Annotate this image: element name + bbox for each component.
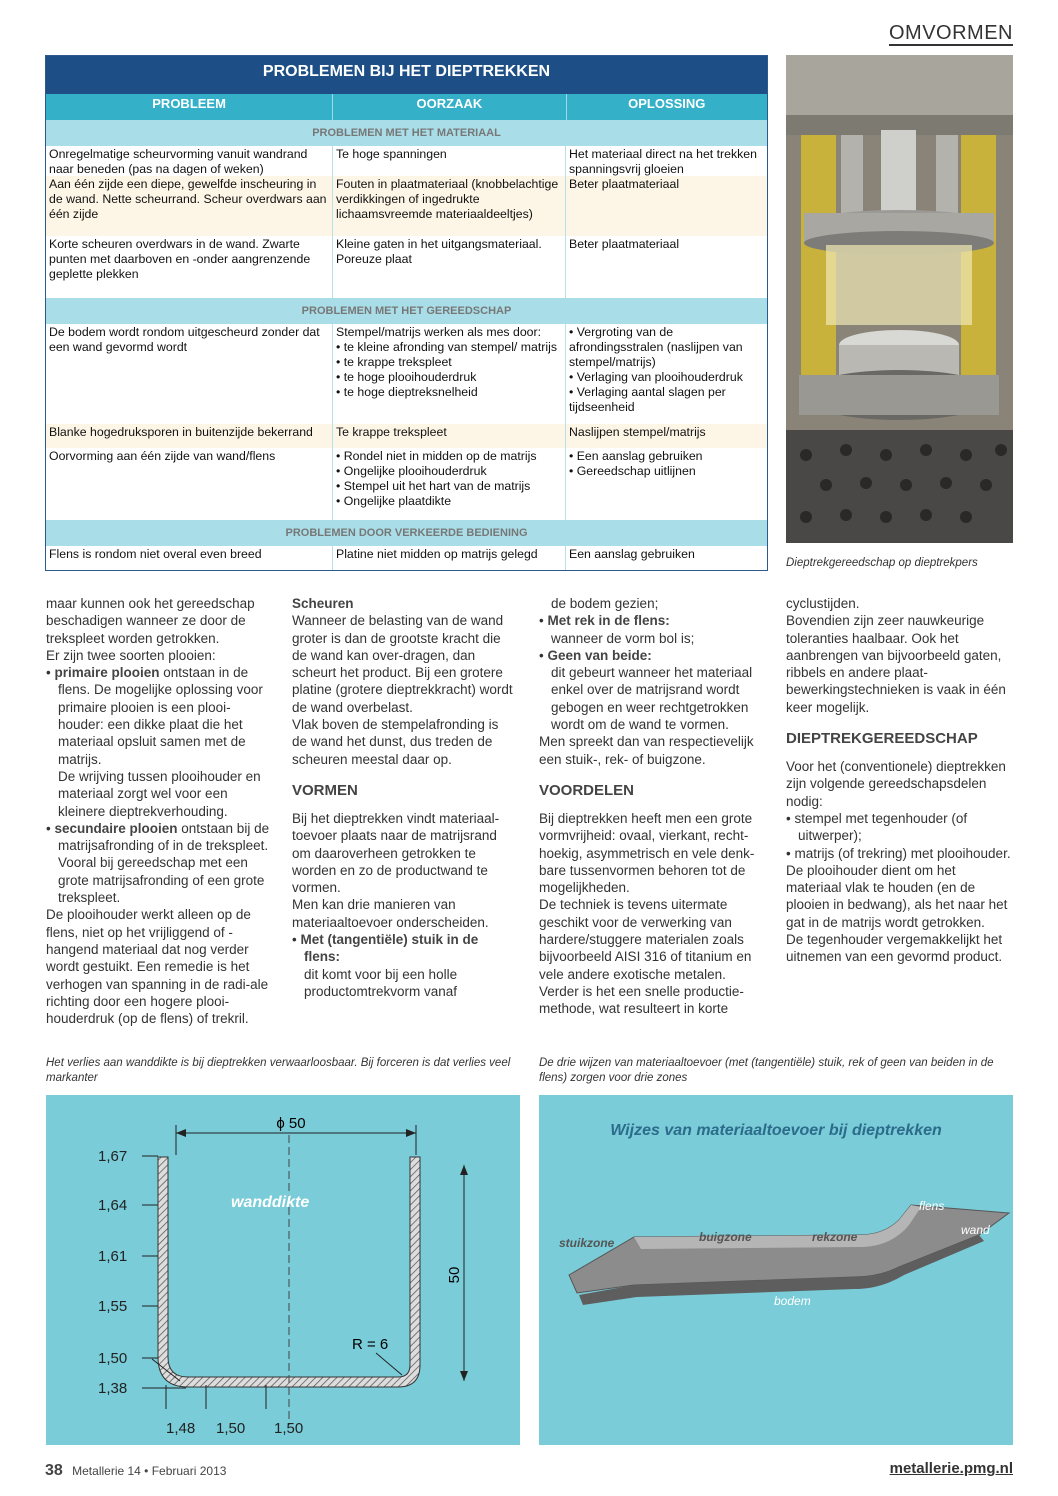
header-probleem: PROBLEEM — [46, 94, 333, 120]
paragraph: wanneer de vorm bol is; — [551, 630, 695, 646]
column-3 — [539, 595, 764, 1018]
label-stuikzone: stuikzone — [559, 1236, 615, 1250]
table-cell: Beter plaatmateriaal — [569, 237, 680, 251]
paragraph: Bij dieptrekken heeft men een grote vormvrijheid: ovaal, vierkant, recht-hoekig, asymmetrisch en vele denk-bare tussenvormen behoren tot de mogelijkheden. — [539, 810, 755, 896]
heading-voordelen: VOORDELEN — [539, 781, 635, 799]
paragraph: Men spreekt dan van respectievelijk een stuik-, rek- of buigzone. — [539, 734, 754, 767]
paragraph: De wrijving tussen plooihouder en materiaal zorgt wel voor een kleinere dieptrekverhouding. — [58, 768, 261, 819]
thickness-label: 1,67 — [98, 1148, 128, 1165]
table-row — [46, 236, 767, 298]
thickness-label: 1,55 — [98, 1298, 128, 1315]
bullet-item: • Geen van beide: — [539, 647, 652, 663]
press-photo — [786, 55, 1013, 543]
label-rekzone: rekzone — [812, 1230, 858, 1244]
footer-left — [45, 1462, 226, 1480]
table-cell: Platine niet midden op matrijs gelegd — [333, 546, 566, 570]
subheading: Scheuren — [292, 596, 354, 611]
table-cell: Beter plaatmateriaal — [569, 177, 680, 191]
table-cell: Oorvorming aan één zijde van wand/flens — [46, 448, 333, 520]
thickness-label: 1,64 — [98, 1197, 128, 1214]
table-group-label: PROBLEMEN MET HET MATERIAAL — [46, 120, 767, 146]
heading-vormen: VORMEN — [292, 781, 358, 799]
table-cell: Te krappe trekspleet — [333, 424, 566, 448]
bullet-item: • matrijs (of trekring) met plooihouder. — [786, 845, 1011, 861]
table-cell: • Vergroting van de afrondingsstralen (naslijpen van stempel/matrijs) • Verlaging van plooihouderdruk • Verlaging aantal slagen per tijdseenheid — [569, 325, 743, 414]
header-oorzaak: OORZAAK — [333, 94, 566, 120]
paragraph: Wanneer de belasting van de wand groter is dan de grootste kracht die de wand kan over-dragen, dan scheurt het product. Bij een grotere platine (grotere dieptrekkracht) wordt de wand overbelast. — [292, 613, 513, 715]
paragraph: de bodem gezien; — [551, 596, 659, 611]
table-title: PROBLEMEN BIJ HET DIEPTREKKEN — [46, 56, 767, 94]
table-cell: Een aanslag gebruiken — [569, 547, 695, 561]
photo-caption: Dieptrekgereedschap op dieptrekpers — [786, 557, 978, 569]
table-group-label: PROBLEMEN DOOR VERKEERDE BEDIENING — [46, 520, 767, 546]
thickness-label: 1,50 — [98, 1350, 128, 1367]
paragraph: Er zijn twee soorten plooien: — [46, 647, 216, 663]
figure2-caption: De drie wijzen van materiaaltoevoer (met (tangentiële) stuik, rek of geen van beiden in de flens) zorgen voor drie zones — [539, 1057, 994, 1084]
table-cell: Blanke hogedruksporen in buitenzijde bekerrand — [46, 424, 333, 448]
figure1-caption: Het verlies aan wanddikte is bij dieptrekken verwaarloosbaar. Bij forceren is dat verlies veel markanter — [46, 1057, 511, 1084]
wanddikte-label: wanddikte — [231, 1194, 310, 1211]
table-cell: Te hoge spanningen — [333, 146, 566, 176]
column-1 — [46, 595, 271, 1027]
table-row — [46, 424, 767, 448]
figure2-title: Wijzes van materiaaltoevoer bij dieptrekken — [610, 1122, 942, 1139]
thickness-label: 1,38 — [98, 1380, 128, 1397]
label-flens: flens — [919, 1199, 945, 1213]
label-bodem: bodem — [774, 1294, 811, 1308]
paragraph: De tegenhouder vergemakkelijkt het uitnemen van een gevormd product. — [786, 932, 1003, 965]
paragraph: De plooihouder dient om het materiaal vlak te houden (en de plooien in bedwang), als het naar het gat in de matrijs wordt getrokken. — [786, 862, 1008, 930]
wall-thickness-figure — [46, 1095, 520, 1445]
bullet-item: • Met (tangentiële) stuik in de flens: — [292, 932, 479, 965]
paragraph: Bovendien zijn zeer nauwkeurige toleranties haalbaar. Ook het aanbrengen van bijvoorbeeld gaten, ribbels en andere plaat-bewerkingstechnieken is vaak in één keer mogelijk. — [786, 613, 1006, 715]
table-cell: Flens is rondom niet overal even breed — [46, 546, 333, 570]
paragraph: cyclustijden. — [786, 596, 860, 611]
table-cell: Het materiaal direct na het trekken spanningsvrij gloeien — [569, 147, 757, 176]
paragraph: Vlak boven de stempelafronding is de wand het dunst, dus treden de scheuren meestal daar op. — [292, 717, 499, 767]
table-row — [46, 546, 767, 570]
table-cell: Onregelmatige scheurvorming vanuit wandrand naar beneden (pas na dagen of weken) — [46, 146, 333, 176]
radius-label: R = 6 — [352, 1336, 389, 1353]
paragraph: Voor het (conventionele) dieptrekken zijn volgende gereedschapsdelen nodig: — [786, 759, 1006, 809]
bullet-item: • secundaire plooien ontstaan bij de matrijsafronding of in de trekspleet. Vooral bij gereedschap met een grote matrijsafronding of een grote trekspleet. — [46, 820, 270, 906]
header-oplossing: OPLOSSING — [628, 96, 706, 111]
column-4 — [786, 595, 1013, 966]
bottom-thickness-label: 1,48 — [166, 1420, 196, 1437]
paragraph: dit gebeurt wanneer het materiaal enkel over de matrijsrand wordt gebogen en weer rechtgetrokken wordt om de wand te vormen. — [551, 665, 753, 733]
bullet-item: • stempel met tegenhouder (of uitwerper); — [786, 810, 968, 844]
page-number: 38 — [45, 1462, 63, 1479]
table-cell: De bodem wordt rondom uitgescheurd zonder dat een wand gevormd wordt — [46, 324, 333, 424]
table-cell: Stempel/matrijs werken als mes door: • te kleine afronding van stempel/ matrijs • te krappe trekspleet • te hoge plooihouderdruk • te hoge dieptreksnelheid — [333, 324, 566, 424]
label-wand: wand — [961, 1223, 990, 1237]
paragraph: dit komt voor bij een holle productomtrekvorm vanaf — [304, 966, 458, 999]
table-cell: Korte scheuren overdwars in de wand. Zwarte punten met daarboven en -onder aangrenzende geplette plekken — [46, 236, 333, 298]
table-header — [46, 94, 767, 120]
table-cell: Aan één zijde een diepe, gewelfde inscheuring in de wand. Nette scheurrand. Scheur overdwars aan één zijde — [46, 176, 333, 236]
bullet-item: • primaire plooien ontstaan in de flens. De mogelijke oplossing voor primaire plooien is een plooi-houder: een dikke plaat die het materiaal opsluit samen met de matrijs. — [46, 665, 263, 767]
paragraph: Bij het dieptrekken vindt materiaal-toevoer plaats naar de matrijsrand om daaroverheen getrokken te worden en zo de productwand te vormen. — [292, 810, 500, 896]
thickness-label: 1,61 — [98, 1248, 128, 1265]
label-buigzone: buigzone — [699, 1230, 752, 1244]
table-body — [46, 120, 767, 570]
table-cell: • Rondel niet in midden op de matrijs • Ongelijke plooihouderdruk • Stempel uit het hart van de matrijs • Ongelijke plaatdikte — [333, 448, 566, 520]
zones-figure — [539, 1095, 1013, 1445]
bottom-thickness-label: 1,50 — [216, 1420, 246, 1437]
problems-table — [45, 55, 768, 571]
table-row — [46, 448, 767, 520]
paragraph: maar kunnen ook het gereedschap beschadigen wanneer ze door de trekspleet worden getrokken. — [46, 596, 255, 646]
paragraph: Men kan drie manieren van materiaaltoevoer onderscheiden. — [292, 897, 489, 930]
table-row — [46, 146, 767, 176]
table-cell: Kleine gaten in het uitgangsmateriaal. Poreuze plaat — [333, 236, 566, 298]
paragraph: De plooihouder werkt alleen op de flens, niet op het vrijliggend of -hangend materiaal dat nog verder wordt gestuikt. Een remedie is het verhogen van spanning in de radi-ale richting door een hogere plooi-houderdruk (op de flens) of trekril. — [46, 907, 269, 1027]
diameter-label: ϕ 50 — [276, 1115, 306, 1132]
footer-url[interactable]: metallerie.pmg.nl — [889, 1460, 1013, 1477]
height-label: 50 — [446, 1266, 463, 1284]
section-tag: OMVORMEN — [889, 22, 1013, 44]
table-cell: Naslijpen stempel/matrijs — [569, 425, 706, 439]
table-row — [46, 176, 767, 236]
table-cell: • Een aanslag gebruiken • Gereedschap uitlijnen — [569, 449, 703, 478]
bullet-item: • Met rek in de flens: — [539, 613, 670, 629]
table-cell: Fouten in plaatmateriaal (knobbelachtige verdikkingen of ingedrukte lichaamsvreemde materiaaldeeltjes) — [333, 176, 566, 236]
bottom-thickness-label: 1,50 — [274, 1420, 304, 1437]
paragraph: De techniek is tevens uitermate geschikt voor de verwerking van hardere/stuggere materialen zoals bijvoorbeeld AISI 316 of titanium en vele andere exotische metalen. Verder is het een snelle productie-methode, wat resulteert in korte — [539, 897, 752, 1017]
table-row — [46, 324, 767, 424]
table-group-label: PROBLEMEN MET HET GEREEDSCHAP — [46, 298, 767, 324]
heading-dieptrekgereedschap: DIEPTREKGEREEDSCHAP — [786, 730, 978, 748]
column-2 — [292, 595, 517, 1000]
issue-info: Metallerie 14 • Februari 2013 — [72, 1464, 227, 1478]
